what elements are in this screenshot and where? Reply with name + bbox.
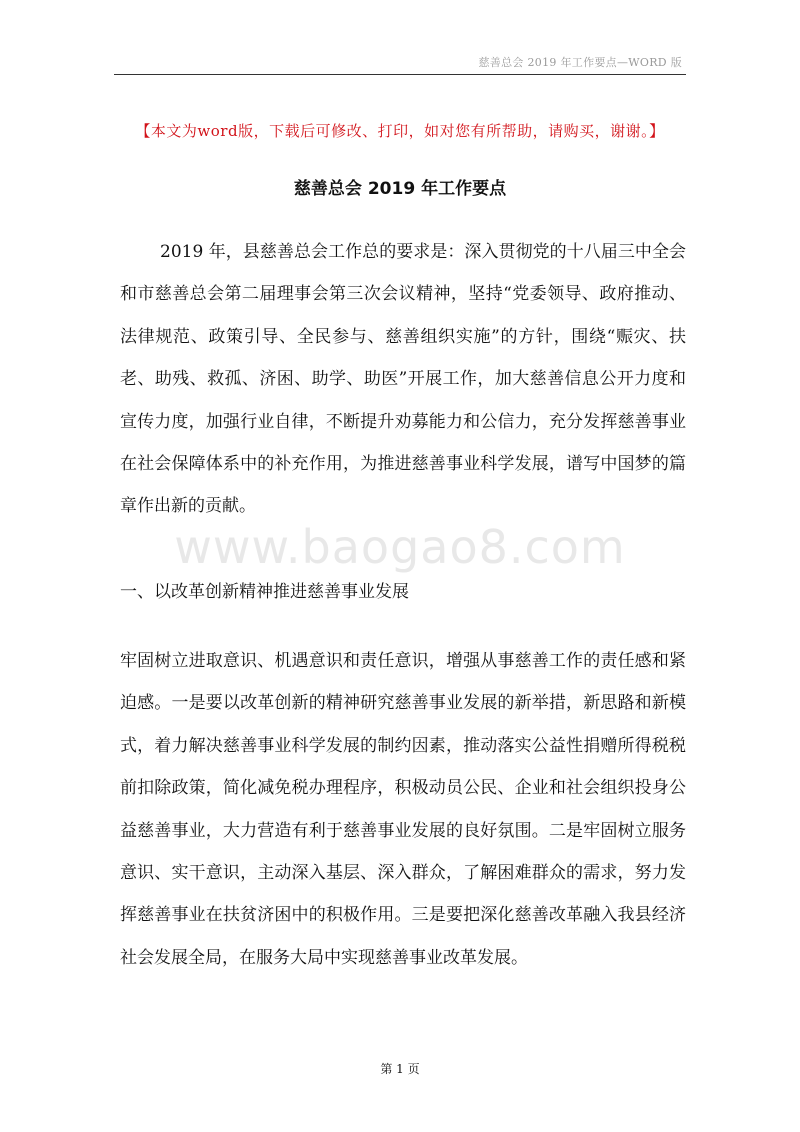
header-divider	[114, 74, 686, 75]
watermark: www.baogao8.com	[174, 520, 626, 574]
intro-paragraph: 2019 年，县慈善总会工作总的要求是：深入贯彻党的十八届三中全会和市慈善总会第二届理事会第三次会议精神，坚持“党委领导、政府推动、法律规范、政策引导、全民参与、慈善组织实施”的方针，围绕“赈灾、扶老、助残、救孤、济困、助学、助医”开展工作，加大慈善信息公开力度和宣传力度，加强行业自律，不断提升劝募能力和公信力，充分发挥慈善事业在社会保障体系中的补充作用，为推进慈善事业科学发展，谱写中国梦的篇章作出新的贡献。	[120, 242, 686, 517]
section-heading: 一、以改革创新精神推进慈善事业发展	[120, 582, 409, 602]
running-header: 慈善总会 2019 年工作要点—WORD 版	[478, 56, 682, 69]
document-title: 慈善总会 2019 年工作要点	[293, 179, 507, 199]
purchase-notice: 【本文为word版，下载后可修改、打印，如对您有所帮助，请购买，谢谢。】	[135, 122, 665, 140]
section-paragraph: 牢固树立进取意识、机遇意识和责任意识，增强从事慈善工作的责任感和紧迫感。一是要以改革创新的精神研究慈善事业发展的新举措，新思路和新模式，着力解决慈善事业科学发展的制约因素，推动落实公益性捐赠所得税税前扣除政策，简化减免税办理程序，积极动员公民、企业和社会组织投身公益慈善事业，大力营造有利于慈善事业发展的良好氛围。二是牢固树立服务意识、实干意识，主动深入基层、深入群众，了解困难群众的需求，努力发挥慈善事业在扶贫济困中的积极作用。三是要把深化慈善改革融入我县经济社会发展全局，在服务大局中实现慈善事业改革发展。	[120, 651, 686, 968]
page-number: 第 1 页	[380, 1062, 420, 1076]
